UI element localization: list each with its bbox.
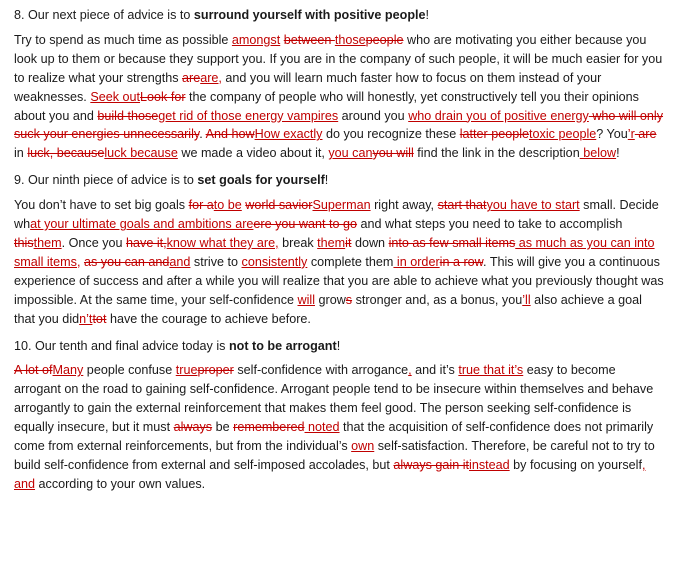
deleted-text: it xyxy=(345,235,352,250)
text-run: right away, xyxy=(370,198,438,213)
text-run: 10. Our tenth and final advice today is xyxy=(14,338,229,353)
text-run: down xyxy=(351,235,389,250)
deleted-text: you will xyxy=(372,146,414,161)
text-run: that the acquisition of self-confidence does not primarily come from external reinforcements, but from the individual’s xyxy=(14,420,654,454)
deleted-text: between xyxy=(283,32,335,47)
advice-8-paragraph xyxy=(14,31,666,163)
text-run: small. Decide wh xyxy=(14,198,659,232)
deleted-text: start that xyxy=(437,198,487,213)
deleted-text: are xyxy=(634,127,657,142)
deleted-text: And how xyxy=(205,127,255,142)
text-run: . xyxy=(199,127,206,142)
deleted-text: this xyxy=(14,235,34,250)
text-run: we made a video about it, xyxy=(177,146,329,161)
text-run: according to your own values. xyxy=(35,476,206,491)
bold-text: set goals for yourself xyxy=(197,173,325,188)
text-run: ! xyxy=(336,338,341,353)
inserted-text: will xyxy=(297,292,315,307)
inserted-text: in order xyxy=(393,254,440,269)
inserted-text: , and xyxy=(14,457,646,491)
inserted-text: toxic people xyxy=(529,127,597,142)
text-run: You don’t have to set big goals xyxy=(14,198,189,213)
text-run: ? You xyxy=(596,127,628,142)
text-run: easy to become arrogant on the road to gaining self-confidence. Arrogant people tend to be insecure within themselves and behave arrogantly to gain the external reinforcement that makes them feel good. The person seeking self-confidence is equally insecure, but it must xyxy=(14,363,654,435)
advice-8-heading xyxy=(14,6,666,25)
text-run: people confuse xyxy=(83,363,176,378)
text-run: and what steps you need to take to accomplish xyxy=(357,217,623,232)
deleted-text: s xyxy=(345,292,353,307)
inserted-text: below xyxy=(579,146,617,161)
deleted-text: people xyxy=(365,32,404,47)
deleted-text: always gain it xyxy=(393,457,470,472)
inserted-text: n’t xyxy=(79,311,93,326)
advice-10-paragraph xyxy=(14,361,666,493)
text-run: grow xyxy=(315,292,346,307)
text-run: the company of people who will honestly, yet constructively tell you their opinions about you and xyxy=(14,89,639,123)
deleted-text: always xyxy=(173,420,213,435)
text-run: by focusing on yourself xyxy=(509,457,642,472)
advice-9-paragraph xyxy=(14,196,666,328)
text-run: 8. Our next piece of advice is to xyxy=(14,8,194,22)
inserted-text: consistently xyxy=(241,254,308,269)
deleted-text: proper xyxy=(197,363,234,378)
deleted-text: luck, because xyxy=(27,146,105,161)
text-run: complete them xyxy=(307,254,394,269)
text-run: self-confidence with arrogance xyxy=(233,363,409,378)
text-run: 9. Our ninth piece of advice is to xyxy=(14,173,198,188)
inserted-text: ’r xyxy=(627,127,635,142)
inserted-text: true xyxy=(175,363,198,378)
deleted-text: build those xyxy=(97,108,159,123)
inserted-text: as much as you can into small items, xyxy=(14,235,655,269)
inserted-text: them xyxy=(33,235,62,250)
inserted-text: own xyxy=(351,439,375,454)
deleted-text: are xyxy=(182,70,201,85)
inserted-text: and xyxy=(169,254,191,269)
inserted-text: those xyxy=(334,32,366,47)
deleted-text: in a row xyxy=(439,254,484,269)
deleted-text: A lot of xyxy=(14,363,53,378)
text-run: Try to spend as much time as possible xyxy=(14,32,232,47)
text-run: strive to xyxy=(190,254,242,269)
text-run: and it’s xyxy=(411,363,459,378)
inserted-text: them xyxy=(317,235,346,250)
bold-text: surround yourself with positive people xyxy=(193,8,426,22)
deleted-text: into as few small items xyxy=(388,235,516,250)
inserted-text: luck because xyxy=(104,146,178,161)
text-run: . Once you xyxy=(61,235,127,250)
inserted-text: instead xyxy=(469,457,510,472)
inserted-text: ’ll xyxy=(522,292,531,307)
inserted-text: to be xyxy=(213,198,242,213)
deleted-text: tot xyxy=(92,311,107,326)
inserted-text: noted xyxy=(304,420,340,435)
inserted-text: Seek out xyxy=(90,89,141,104)
text-run: break xyxy=(278,235,318,250)
deleted-text: Look for xyxy=(140,89,186,104)
text-run: also achieve a goal that you did xyxy=(14,292,642,326)
inserted-text: you can xyxy=(328,146,373,161)
inserted-text: get rid of those energy vampires xyxy=(158,108,339,123)
text-run: who are motivating you either because you look up to them or because they support you. If you are in the company of such people, it will be much easier for you to realize what your strengths xyxy=(14,32,663,85)
inserted-text: are, xyxy=(200,70,222,85)
deleted-text: ere you want to go xyxy=(253,217,358,232)
deleted-text: who will only suck your energies unnecessarily xyxy=(14,108,664,142)
advice-9-heading xyxy=(14,171,666,190)
deleted-text: have it, xyxy=(126,235,167,250)
text-run: stronger and, as a bonus, you xyxy=(352,292,523,307)
inserted-text: Superman xyxy=(312,198,371,213)
advice-10-heading xyxy=(14,337,666,356)
text-run: be xyxy=(212,420,234,435)
deleted-text: remembered xyxy=(233,420,305,435)
inserted-text: at your ultimate goals and ambitions are xyxy=(30,217,254,232)
text-run: ! xyxy=(616,146,620,161)
bold-text: not to be arrogant xyxy=(228,338,337,353)
text-run: ! xyxy=(324,173,329,188)
inserted-text: How exactly xyxy=(254,127,323,142)
text-run: do you recognize these xyxy=(322,127,460,142)
deleted-text: world savior xyxy=(245,198,313,213)
inserted-text: know what they are, xyxy=(166,235,279,250)
inserted-text: true that it’s xyxy=(458,363,524,378)
text-run: find the link in the description xyxy=(413,146,580,161)
deleted-text: as you can and xyxy=(83,254,170,269)
text-run: have the courage to achieve before. xyxy=(106,311,311,326)
text-run: self-satisfaction. Therefore, be careful not to try to build self-confidence from external and self-imposed accolades, but xyxy=(14,439,655,472)
text-run: ! xyxy=(425,8,430,22)
inserted-text: you have to start xyxy=(486,198,580,213)
text-run: . This will give you a continuous experience of success and after a while you will realize that you are able to achieve what you previously thought was impossible. At the same time, your self-confidence xyxy=(14,254,664,307)
inserted-text: Many xyxy=(52,363,84,378)
text-run: in xyxy=(14,146,28,161)
inserted-text: amongst xyxy=(231,32,281,47)
deleted-text: for a xyxy=(188,198,214,213)
text-run: around you xyxy=(338,108,409,123)
deleted-text: latter people xyxy=(459,127,530,142)
inserted-text: who drain you of positive energy xyxy=(408,108,589,123)
text-run: and you will learn much faster how to focus on them instead of your weaknesses. xyxy=(14,70,602,104)
inserted-text: , xyxy=(408,363,412,378)
